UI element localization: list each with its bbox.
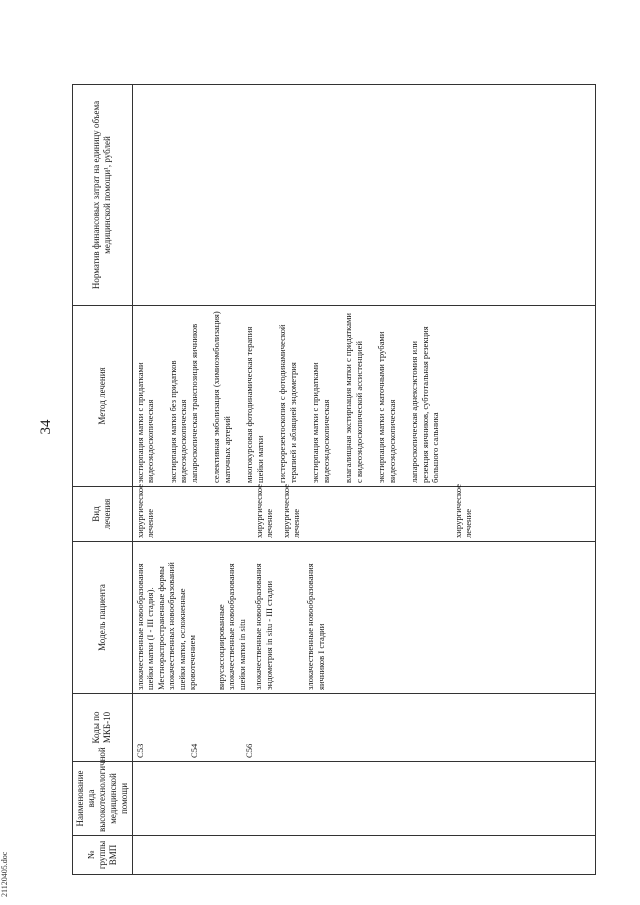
method-3: лапароскопическая транспозиция яичников [188,323,199,483]
model-1: злокачественные новообразования шейки матки (I - III стадия). Местнораспространенные формы злокачественных новообразований шейки матки, осложненные кровотечением [134,562,198,690]
type-3: хирургическое лечение [280,484,302,538]
type-2: хирургическое лечение [253,484,275,538]
cell-codes [132,694,595,762]
col-name: Наименование вида высокотехнологичной медицинской помощи [73,762,133,836]
doc-code: 21120405.doc [0,851,9,897]
type-4: хирургическое лечение [452,484,474,538]
cell-model [132,542,595,694]
model-4: злокачественные новообразования яичников I стадии [305,563,326,690]
col-model: Модель пациента [73,542,133,694]
col-num: № группы ВМП [73,836,133,875]
col-norm: Норматив финансовых затрат на единицу объема медицинской помощи¹, рублей [73,85,133,306]
vmp-table [72,84,596,875]
method-7: экстирпация матки с придатками видеоэндоскопическая [310,362,331,483]
model-2: вирусассоциированные злокачественные новообразования шейки матки in situ [215,563,247,690]
table-header-row [73,85,133,875]
code-c54: C54 [189,743,200,758]
rotated-table-container [72,85,592,875]
cell-method [132,306,595,487]
method-8: влагалищная экстирпация матки с придатками с видеоэндоскопической ассистенцией [343,312,364,483]
method-6: гистерорезектоскопия с фотодинамической терапией и абляцией эндометрия [277,324,298,483]
cell-num [132,836,595,875]
method-1: экстирпация матки с придатками видеоэндоскопическая [134,362,156,483]
col-codes: Коды по МКБ-10 [73,694,133,762]
cell-norm [132,85,595,306]
method-5: многокурсовая фотодинамическая терапия шейки матки [244,326,265,483]
method-10: лапароскопическая аднексэктомия или резекция яичников, субтотальная резекция большого сальника [409,326,441,483]
col-method: Метод лечения [73,306,133,487]
model-3: злокачественные новообразования эндометрия in situ - III стадии [253,563,274,690]
code-c53: C53 [134,743,145,758]
code-c56: C56 [243,743,254,758]
method-4: селективная эмболизация (химиоэмболизация) маточных артерий [211,311,232,483]
cell-type [132,484,595,542]
col-type: Вид лечения [73,487,133,542]
type-1: хирургическое лечение [134,484,156,538]
method-9: экстирпация матки с маточными трубами видеоэндоскопическая [376,331,397,483]
cell-name [132,762,595,836]
page-number: 34 [38,419,54,435]
method-2: экстирпация матки без придатков видеоэндоскопическая [167,360,189,483]
table-row [132,85,595,875]
